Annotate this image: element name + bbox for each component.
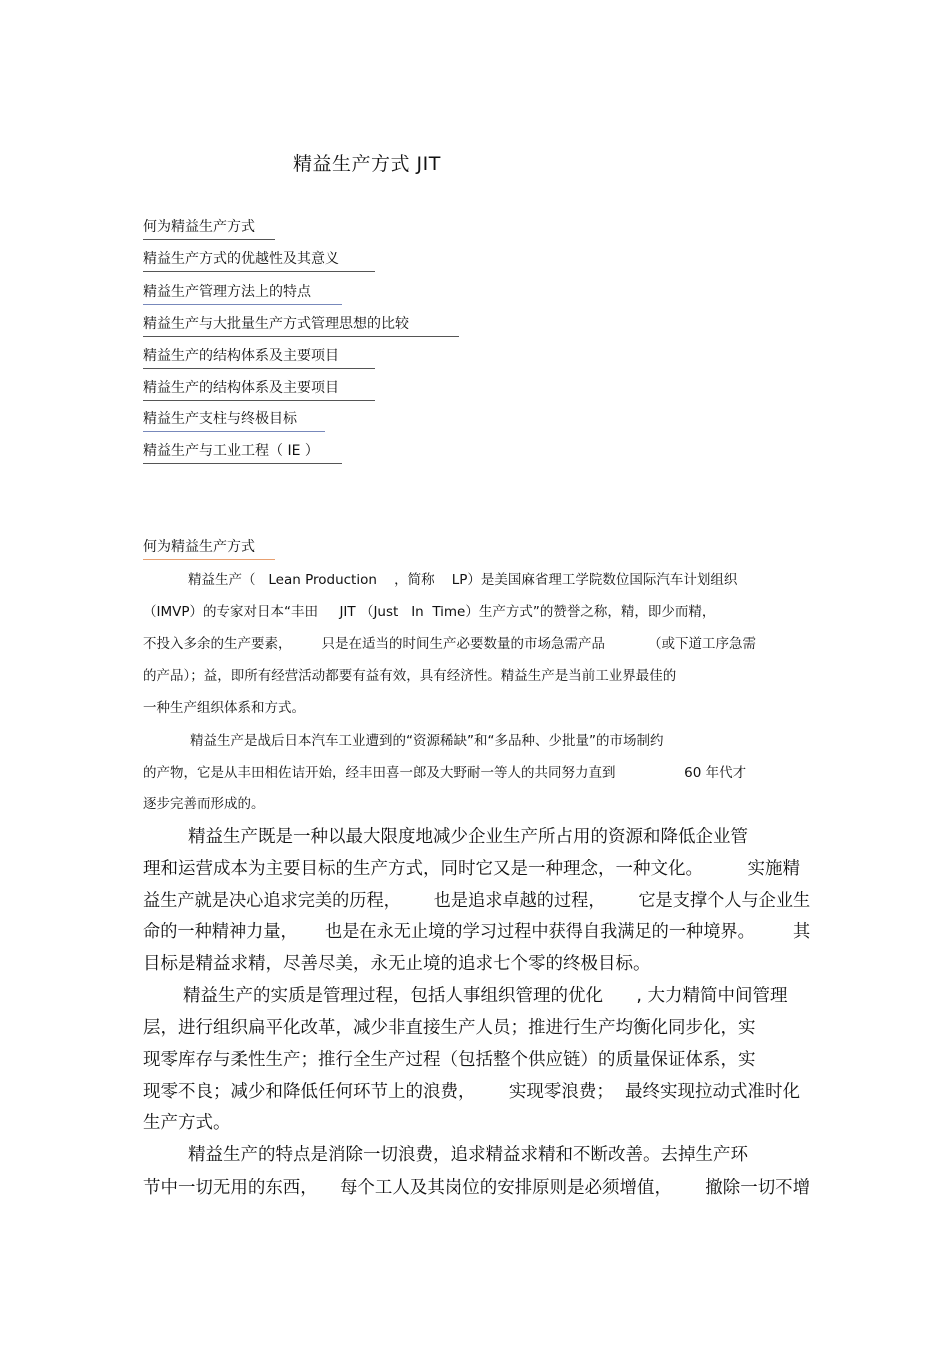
section-heading-what-is-lean[interactable]: 何为精益生产方式 bbox=[143, 536, 275, 560]
paragraph-line: 生产方式。 bbox=[143, 1113, 231, 1133]
paragraph-line: 益生产就是决心追求完美的历程， 也是追求卓越的过程， 它是支撑个人与企业生 bbox=[143, 891, 811, 911]
page-title: 精益生产方式 JIT bbox=[293, 153, 441, 175]
paragraph-line: 理和运营成本为主要目标的生产方式，同时它又是一种理念，一种文化。 实施精 bbox=[143, 859, 800, 879]
paragraph-line: 的产物，它是从丰田相佐诘开始，经丰田喜一郎及大野耐一等人的共同努力直到 60 年代才 bbox=[143, 765, 747, 781]
paragraph-line: 精益生产（ Lean Production ，简称 LP）是美国麻省理工学院数位国际汽车计划组织 bbox=[188, 572, 738, 588]
paragraph-line: 精益生产既是一种以最大限度地减少企业生产所占用的资源和降低企业管 bbox=[188, 827, 748, 847]
paragraph-line: 精益生产的特点是消除一切浪费，追求精益求精和不断改善。去掉生产环 bbox=[188, 1145, 748, 1165]
paragraph-line: （IMVP）的专家对日本“丰田 JIT （Just In Time）生产方式”的赞誉之称，精，即少而精， bbox=[143, 604, 716, 620]
paragraph-line: 现零库存与柔性生产；推行全生产过程（包括整个供应链）的质量保证体系，实 bbox=[143, 1050, 756, 1070]
paragraph-line: 不投入多余的生产要素， 只是在适当的时间生产必要数量的市场急需产品 （或下道工序急需 bbox=[143, 636, 756, 652]
paragraph-line: 一种生产组织体系和方式。 bbox=[143, 700, 305, 716]
toc-link-what-is-lean[interactable]: 何为精益生产方式 bbox=[143, 216, 275, 240]
toc-link-advantages[interactable]: 精益生产方式的优越性及其意义 bbox=[143, 248, 375, 272]
paragraph-line: 目标是精益求精，尽善尽美，永无止境的追求七个零的终极目标。 bbox=[143, 954, 651, 974]
paragraph-line: 层，进行组织扁平化改革，减少非直接生产人员；推进行生产均衡化同步化，实 bbox=[143, 1018, 756, 1038]
toc-link-industrial-engineering[interactable]: 精益生产与工业工程（ IE ） bbox=[143, 440, 342, 464]
paragraph-line: 精益生产是战后日本汽车工业遭到的“资源稀缺”和“多品种、少批量”的市场制约 bbox=[190, 733, 664, 749]
paragraph-line: 逐步完善而形成的。 bbox=[143, 796, 265, 812]
paragraph-line: 命的一种精神力量， 也是在永无止境的学习过程中获得自我满足的一种境界。 其 bbox=[143, 922, 811, 942]
toc-link-management-features[interactable]: 精益生产管理方法上的特点 bbox=[143, 281, 342, 305]
paragraph-line: 现零不良；减少和降低任何环节上的浪费， 实现零浪费； 最终实现拉动式准时化 bbox=[143, 1082, 800, 1102]
toc-link-structure-1[interactable]: 精益生产的结构体系及主要项目 bbox=[143, 345, 375, 369]
paragraph-line: 的产品）；益，即所有经营活动都要有益有效，具有经济性。精益生产是当前工业界最佳的 bbox=[143, 668, 677, 684]
toc-link-comparison[interactable]: 精益生产与大批量生产方式管理思想的比较 bbox=[143, 313, 459, 337]
paragraph-line: 节中一切无用的东西， 每个工人及其岗位的安排原则是必须增值， 撤除一切不增 bbox=[143, 1178, 811, 1198]
toc-link-pillars-goals[interactable]: 精益生产支柱与终极目标 bbox=[143, 408, 325, 432]
toc-link-structure-2[interactable]: 精益生产的结构体系及主要项目 bbox=[143, 377, 375, 401]
paragraph-line: 精益生产的实质是管理过程，包括人事组织管理的优化 , 大力精简中间管理 bbox=[183, 986, 788, 1006]
